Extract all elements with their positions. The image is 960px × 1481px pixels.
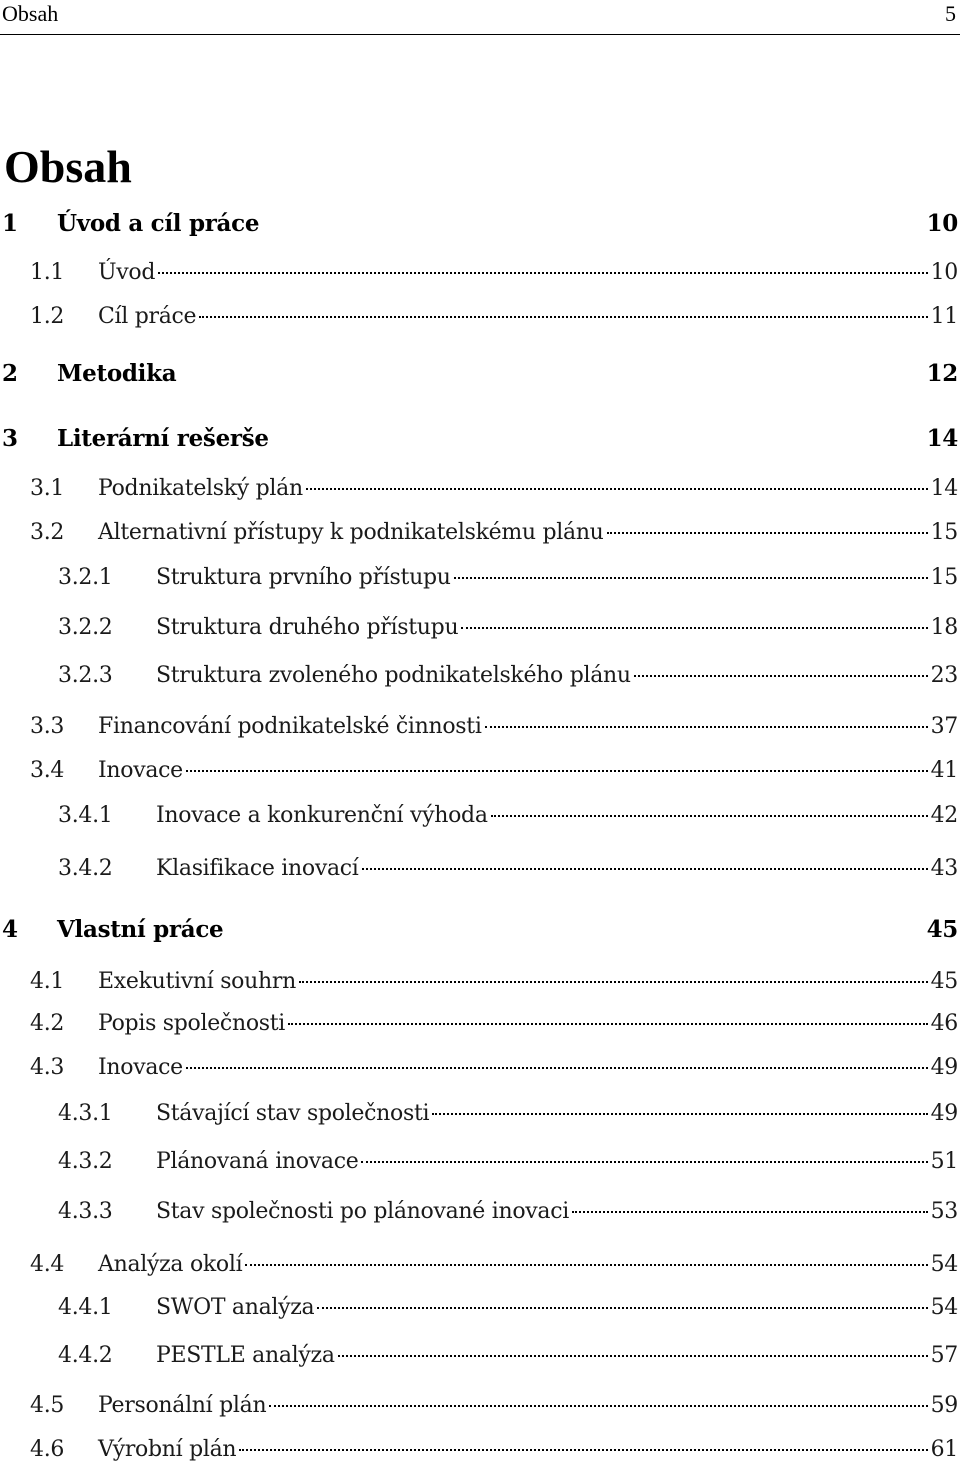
toc-entry[interactable] xyxy=(0,854,958,884)
toc-entry[interactable] xyxy=(0,258,958,288)
toc-entry-title: Plánovaná inovace xyxy=(156,1149,359,1174)
toc-entry-page-number: 10 xyxy=(930,260,958,285)
toc-entry-title: Analýza okolí xyxy=(98,1252,243,1277)
toc-entry-number: 3.4.1 xyxy=(58,803,113,828)
toc-entry[interactable] xyxy=(0,1250,958,1280)
toc-entry-number: 4.3.1 xyxy=(58,1101,113,1126)
running-header-title: Obsah xyxy=(2,1,59,26)
toc-entry[interactable] xyxy=(0,1099,958,1129)
toc-entry-page-number: 54 xyxy=(930,1295,958,1320)
toc-entry-page-number: 37 xyxy=(930,714,958,739)
toc-entry-dot-leader xyxy=(269,1405,927,1407)
toc-entry-number: 2 xyxy=(2,360,18,387)
toc-entry-title: Personální plán xyxy=(98,1393,267,1418)
toc-entry-number: 3.2.1 xyxy=(58,565,113,590)
toc-entry-page-number: 23 xyxy=(930,663,958,688)
toc-entry-page-number: 59 xyxy=(930,1393,958,1418)
toc-entry-title: Úvod a cíl práce xyxy=(57,210,260,237)
toc-entry-title: Stávající stav společnosti xyxy=(156,1101,430,1126)
toc-entry[interactable] xyxy=(0,209,958,239)
toc-entry-title: Struktura prvního přístupu xyxy=(156,565,451,590)
toc-entry[interactable] xyxy=(0,1391,958,1421)
toc-entry-number: 4.6 xyxy=(30,1437,65,1462)
toc-entry-page-number: 12 xyxy=(926,360,958,387)
toc-entry-dot-leader xyxy=(245,1264,927,1266)
toc-entry-dot-leader xyxy=(299,981,928,983)
toc-entry-number: 3.1 xyxy=(30,476,65,501)
toc-entry-dot-leader xyxy=(186,1067,928,1069)
toc-entry[interactable] xyxy=(0,1053,958,1083)
toc-entry-page-number: 49 xyxy=(930,1055,958,1080)
toc-entry-number: 4.4.2 xyxy=(58,1343,113,1368)
toc-entry-dot-leader xyxy=(432,1113,927,1115)
toc-entry-page-number: 49 xyxy=(930,1101,958,1126)
toc-entry-dot-leader xyxy=(306,488,928,490)
toc-entry-number: 3.2 xyxy=(30,520,65,545)
toc-entry-number: 3.3 xyxy=(30,714,65,739)
toc-entry-page-number: 57 xyxy=(930,1343,958,1368)
toc-entry[interactable] xyxy=(0,967,958,997)
toc-entry-dot-leader xyxy=(317,1307,927,1309)
toc-heading: Obsah xyxy=(4,141,132,192)
toc-entry[interactable] xyxy=(0,359,958,389)
toc-entry-number: 4.3 xyxy=(30,1055,65,1080)
toc-entry-page-number: 53 xyxy=(930,1199,958,1224)
toc-entry-title: Struktura zvoleného podnikatelského plánu xyxy=(156,663,631,688)
toc-entry-page-number: 45 xyxy=(926,916,958,943)
toc-entry-number: 1.1 xyxy=(30,260,65,285)
toc-entry-dot-leader xyxy=(361,1161,927,1163)
toc-entry[interactable] xyxy=(0,1009,958,1039)
toc-entry[interactable] xyxy=(0,1147,958,1177)
toc-entry-number: 4 xyxy=(2,916,18,943)
toc-entry-page-number: 10 xyxy=(926,210,958,237)
toc-entry-page-number: 42 xyxy=(930,803,958,828)
toc-entry-number: 4.4.1 xyxy=(58,1295,113,1320)
toc-entry-dot-leader xyxy=(485,726,928,728)
toc-entry-page-number: 18 xyxy=(930,615,958,640)
toc-entry[interactable] xyxy=(0,1435,958,1465)
toc-entry-title: Exekutivní souhrn xyxy=(98,969,296,994)
toc-entry[interactable] xyxy=(0,613,958,643)
toc-entry-number: 1.2 xyxy=(30,304,65,329)
toc-entry-dot-leader xyxy=(634,675,928,677)
toc-entry[interactable] xyxy=(0,518,958,548)
toc-entry-dot-leader xyxy=(461,627,927,629)
toc-entry-title: Literární rešerše xyxy=(57,425,269,452)
toc-entry-dot-leader xyxy=(186,770,928,772)
toc-entry-title: Financování podnikatelské činnosti xyxy=(98,714,482,739)
toc-entry-page-number: 41 xyxy=(930,758,958,783)
toc-entry-number: 4.2 xyxy=(30,1011,65,1036)
toc-entry-dot-leader xyxy=(199,316,927,318)
toc-entry-page-number: 14 xyxy=(926,425,958,452)
toc-entry-title: Klasifikace inovací xyxy=(156,856,359,881)
toc-entry-number: 4.1 xyxy=(30,969,65,994)
toc-entry[interactable] xyxy=(0,756,958,786)
toc-entry-title: Výrobní plán xyxy=(98,1437,237,1462)
toc-entry-dot-leader xyxy=(338,1355,928,1357)
toc-entry-title: PESTLE analýza xyxy=(156,1343,335,1368)
toc-entry-number: 3.2.2 xyxy=(58,615,113,640)
toc-entry-number: 3.4 xyxy=(30,758,65,783)
toc-entry-page-number: 14 xyxy=(930,476,958,501)
toc-entry-page-number: 51 xyxy=(930,1149,958,1174)
toc-entry-title: Popis společnosti xyxy=(98,1011,286,1036)
toc-entry-title: Struktura druhého přístupu xyxy=(156,615,459,640)
toc-entry-page-number: 43 xyxy=(930,856,958,881)
toc-entry-title: Inovace a konkurenční výhoda xyxy=(156,803,488,828)
toc-entry-title: Podnikatelský plán xyxy=(98,476,303,501)
toc-entry-page-number: 54 xyxy=(930,1252,958,1277)
toc-entry[interactable] xyxy=(0,801,958,831)
toc-entry-page-number: 15 xyxy=(930,565,958,590)
toc-entry-title: Cíl práce xyxy=(98,304,197,329)
toc-entry-page-number: 15 xyxy=(930,520,958,545)
toc-entry-number: 4.5 xyxy=(30,1393,65,1418)
toc-entry[interactable] xyxy=(0,915,958,945)
toc-entry[interactable] xyxy=(0,1341,958,1371)
toc-entry[interactable] xyxy=(0,474,958,504)
toc-entry-number: 4.4 xyxy=(30,1252,65,1277)
toc-entry-number: 4.3.2 xyxy=(58,1149,113,1174)
toc-entry-title: Úvod xyxy=(98,260,156,285)
toc-entry[interactable] xyxy=(0,424,958,454)
running-header-page-number: 5 xyxy=(945,1,956,26)
toc-entry-title: SWOT analýza xyxy=(156,1295,315,1320)
toc-entry-title: Vlastní práce xyxy=(57,916,224,943)
toc-entry[interactable] xyxy=(0,1197,958,1227)
toc-entry-title: Stav společnosti po plánované inovaci xyxy=(156,1199,569,1224)
toc-entry-dot-leader xyxy=(607,532,928,534)
toc-entry-number: 3.4.2 xyxy=(58,856,113,881)
toc-entry-dot-leader xyxy=(239,1449,927,1451)
toc-entry-title: Alternativní přístupy k podnikatelskému plánu xyxy=(98,520,604,545)
toc-entry[interactable] xyxy=(0,661,958,691)
toc-entry-title: Inovace xyxy=(98,758,183,783)
toc-entry[interactable] xyxy=(0,563,958,593)
toc-entry-number: 3.2.3 xyxy=(58,663,113,688)
toc-entry-dot-leader xyxy=(454,577,928,579)
toc-entry-title: Metodika xyxy=(57,360,177,387)
toc-entry-title: Inovace xyxy=(98,1055,183,1080)
toc-entry-dot-leader xyxy=(491,815,928,817)
toc-entry-number: 1 xyxy=(2,210,18,237)
toc-entry-page-number: 61 xyxy=(930,1437,958,1462)
toc-entry[interactable] xyxy=(0,712,958,742)
toc-entry-number: 4.3.3 xyxy=(58,1199,113,1224)
toc-entry-page-number: 45 xyxy=(930,969,958,994)
toc-entry-page-number: 46 xyxy=(930,1011,958,1036)
toc-entry-number: 3 xyxy=(2,425,18,452)
toc-entry-dot-leader xyxy=(158,272,927,274)
toc-entry-dot-leader xyxy=(362,868,928,870)
toc-entry-dot-leader xyxy=(288,1023,928,1025)
toc-entry[interactable] xyxy=(0,302,958,332)
toc-entry-dot-leader xyxy=(572,1211,928,1213)
toc-entry-page-number: 11 xyxy=(930,304,958,329)
toc-entry[interactable] xyxy=(0,1293,958,1323)
